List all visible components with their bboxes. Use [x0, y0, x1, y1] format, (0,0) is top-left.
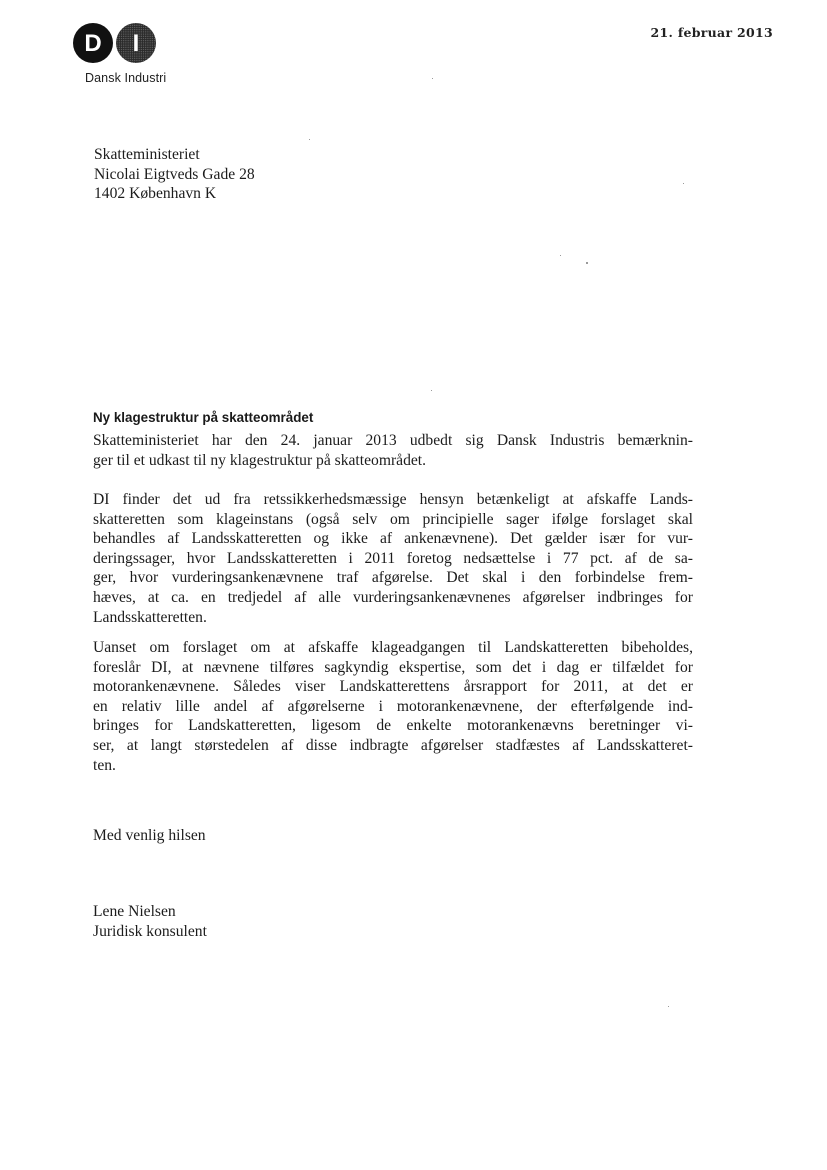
scan-speck [586, 262, 588, 264]
body-line: en relativ lille andel af afgørelserne i motorankenævnene, der efterfølgende ind- [93, 697, 693, 715]
body-line: foreslår DI, at nævnene tilføres sagkyndig ekspertise, som det i dag er tilfældet for [93, 658, 693, 676]
body-line: Skatteministeriet har den 24. januar 2013 udbedt sig Dansk Industris bemærknin- [93, 432, 693, 449]
body-line: skatteretten som klageinstans (også selv om principielle sager ifølge forslaget skal [93, 510, 693, 528]
scan-speck [309, 139, 310, 140]
letter-subject: Ny klagestruktur på skatteområdet [93, 410, 314, 425]
body-paragraph [93, 638, 693, 775]
di-logo [72, 22, 162, 64]
body-line: DI finder det ud fra retssikkerhedsmæssige hensyn betænkeligt at afskaffe Lands- [93, 491, 693, 508]
body-line: Landsskatteretten. [93, 608, 207, 626]
signer-title: Juridisk konsulent [93, 922, 207, 940]
body-line: motorankenævnene. Således viser Landskatterettens årsrapport for 2011, at det er [93, 678, 693, 696]
body-line: bringes for Landskatteretten, ligesom de enkelte motorankenævns beretninger vi- [93, 717, 693, 735]
signature-block [93, 902, 207, 941]
closing-salutation: Med venlig hilsen [93, 827, 206, 844]
body-paragraph [93, 431, 693, 470]
recipient-line: 1402 København K [94, 185, 217, 203]
recipient-line: Skatteministeriet [94, 146, 200, 163]
scan-speck [432, 78, 433, 79]
body-paragraph [93, 490, 693, 627]
body-line: ten. [93, 756, 116, 774]
body-line: deringssager, hvor Landsskatteretten i 2011 foretog nedsættelse i 77 pct. af de sa- [93, 549, 693, 567]
body-line: ser, at langt størstedelen af disse indbragte afgørelser stadfæstes af Landsskatteret- [93, 736, 693, 754]
logo-letter-i: I [132, 30, 140, 57]
scan-speck [683, 183, 684, 184]
scan-speck [431, 390, 432, 391]
body-line: hæves, at ca. en tredjedel af alle vurderingsankenævnenes afgørelser indbringes for [93, 588, 693, 606]
recipient-line: Nicolai Eigtveds Gade 28 [94, 165, 255, 183]
body-line: Uanset om forslaget om at afskaffe klageadgangen til Landskatteretten bibeholdes, [93, 639, 693, 656]
logo-letter-d: D [84, 30, 102, 57]
signer-name: Lene Nielsen [93, 903, 176, 920]
logo-caption: Dansk Industri [85, 71, 167, 85]
scan-speck [560, 255, 561, 256]
letter-date: 21. februar 2013 [650, 25, 773, 40]
body-line: ger, hvor vurderingsankenævnene traf afgørelse. Det skal i den forbindelse frem- [93, 569, 693, 587]
body-line: behandles af Landsskatteretten og ikke af ankenævnene). Det gælder især for vur- [93, 530, 693, 548]
recipient-address [94, 145, 255, 204]
scan-speck [668, 1006, 669, 1007]
body-line: ger til et udkast til ny klagestruktur på skatteområdet. [93, 451, 427, 469]
